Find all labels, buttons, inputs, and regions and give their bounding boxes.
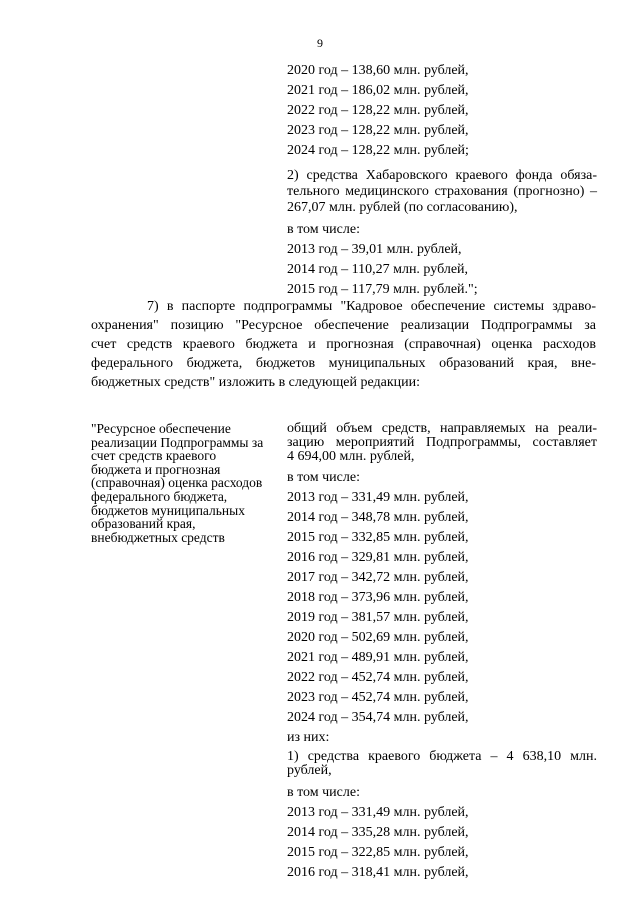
year-line: 2018 год – 373,96 млн. рублей, (287, 590, 469, 605)
paragraph-line: федерального бюджета, бюджетов муниципальных образований края, вне- (91, 356, 596, 371)
year-line: 2023 год – 452,74 млн. рублей, (287, 690, 469, 705)
budget-line: 1) средства краевого бюджета – 4 638,10 млн. (287, 749, 597, 764)
including-label: в том числе: (287, 785, 360, 800)
total-line: зацию мероприятий Подпрограммы, составляет (287, 435, 597, 450)
year-line: 2020 год – 138,60 млн. рублей, (287, 63, 469, 78)
paragraph-7 (91, 297, 596, 392)
year-line: 2021 год – 186,02 млн. рублей, (287, 83, 469, 98)
total-line: 4 694,00 млн. рублей, (287, 449, 415, 464)
including-label: в том числе: (287, 222, 360, 237)
year-line: 2013 год – 331,49 млн. рублей, (287, 805, 469, 820)
item2-line: 267,07 млн. рублей (по согласованию), (287, 200, 518, 215)
year-line: 2022 год – 452,74 млн. рублей, (287, 670, 469, 685)
item2-line: 2) средства Хабаровского краевого фонда обяза- (287, 168, 597, 183)
total-line: общий объем средств, направляемых на реали- (287, 421, 597, 436)
year-line: 2017 год – 342,72 млн. рублей, (287, 570, 469, 585)
year-line: 2019 год – 381,57 млн. рублей, (287, 610, 469, 625)
year-line: 2023 год – 128,22 млн. рублей, (287, 123, 469, 138)
budget-line: рублей, (287, 763, 332, 778)
year-line: 2021 год – 489,91 млн. рублей, (287, 650, 469, 665)
year-line: 2013 год – 331,49 млн. рублей, (287, 490, 469, 505)
paragraph-line: 7) в паспорте подпрограммы "Кадровое обеспечение системы здраво- (147, 299, 596, 314)
paragraph-line: бюджетных средств" изложить в следующей редакции: (91, 375, 421, 390)
top-block (287, 63, 597, 302)
year-line: 2015 год – 117,79 млн. рублей."; (287, 282, 478, 297)
year-line: 2014 год – 110,27 млн. рублей, (287, 262, 469, 277)
year-line: 2024 год – 354,74 млн. рублей, (287, 710, 469, 725)
resource-values (287, 422, 597, 885)
paragraph-line: охранения" позицию "Ресурсное обеспечение реализации Подпрограммы за (91, 318, 596, 333)
year-line: 2016 год – 318,41 млн. рублей, (287, 865, 469, 880)
item2-line: тельного медицинского страхования (прогнозно) – (287, 184, 597, 199)
including-label: в том числе: (287, 470, 360, 485)
resource-label: "Ресурсное обеспечение реализации Подпрограммы за счет средств краевого бюджета и прогнозная (справочная) оценка расходов федерального бюджета, бюджетов муниципальных образований края, внебюджетных средств (91, 421, 264, 545)
year-line: 2024 год – 128,22 млн. рублей; (287, 143, 469, 158)
year-line: 2015 год – 332,85 млн. рублей, (287, 530, 469, 545)
year-line: 2016 год – 329,81 млн. рублей, (287, 550, 469, 565)
year-line: 2015 год – 322,85 млн. рублей, (287, 845, 469, 860)
year-line: 2020 год – 502,69 млн. рублей, (287, 630, 469, 645)
year-line: 2014 год – 335,28 млн. рублей, (287, 825, 469, 840)
year-line: 2022 год – 128,22 млн. рублей, (287, 103, 469, 118)
year-line: 2014 год – 348,78 млн. рублей, (287, 510, 469, 525)
paragraph-line: счет средств краевого бюджета и прогнозная (справочная) оценка расходов (91, 337, 596, 352)
year-line: 2013 год – 39,01 млн. рублей, (287, 242, 462, 257)
of-them-label: из них: (287, 730, 330, 745)
page-number: 9 (317, 36, 323, 50)
